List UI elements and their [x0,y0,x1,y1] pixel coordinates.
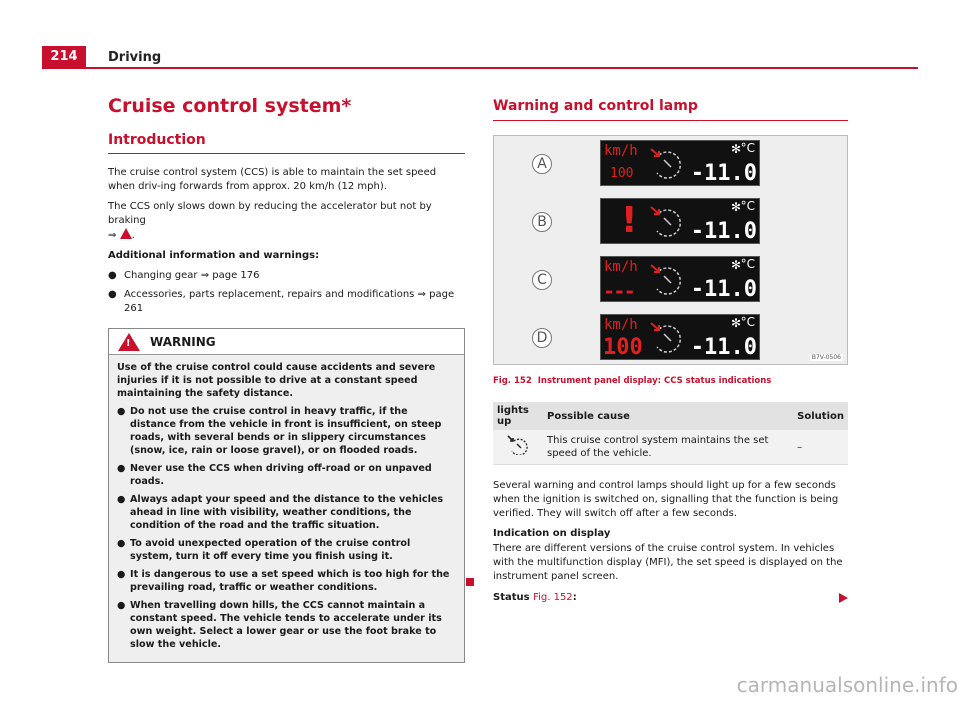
display-label-b: B [532,212,552,232]
temperature-value: -11.0 [690,219,757,244]
lcd-display-d [600,314,760,360]
exclamation-icon: ! [621,200,638,241]
temperature-value: -11.0 [690,277,757,302]
bullet-icon: ● [108,270,117,281]
column-header: lights up [493,402,543,430]
page-number: 214 [42,46,86,68]
bullet-icon: ● [117,406,126,417]
bullet-icon: ● [108,289,117,300]
warning-item-text: To avoid unexpected operation of the cruise control system, turn it off every time you finish using it. [130,538,411,562]
ref-arrow: ⇒ [108,230,117,241]
continue-arrow-icon [839,593,848,603]
warning-item-text: Always adapt your speed and the distance to the vehicles ahead in line with visibility, weather conditions, the condition of the road and the traffic situation. [130,494,444,531]
indication-heading: Indication on display [493,528,611,539]
table-cell: – [793,430,848,465]
display-label-a: A [532,154,552,174]
snowflake-icon: ✻ [731,316,742,330]
cruise-control-icon [649,205,689,239]
warning-header [109,329,464,355]
figure-caption [493,376,848,386]
warning-item-text: Never use the CCS when driving off-road or on unpaved roads. [130,463,432,487]
braking-text: The CCS only slows down by reducing the accelerator but not by braking [108,201,432,226]
section-title-introduction: Introduction [108,132,465,154]
warning-box [108,328,465,663]
warning-triangle-icon[interactable] [120,228,132,239]
figure-caption-text: Instrument panel display: CCS status indications [537,376,772,386]
lcd-display-c [600,256,760,302]
warning-item [117,599,456,651]
warning-item [117,405,456,457]
instrument-display-figure [493,135,848,365]
header-rule [42,67,918,69]
status-label: Status [493,592,530,603]
list-item[interactable] [108,269,465,283]
warning-triangle-icon: ! [118,333,140,351]
temp-unit: °C [740,315,755,329]
cruise-control-icon [649,147,689,181]
kmh-label: km/h [604,317,638,333]
table-row [493,430,848,465]
header-title: Driving [108,50,162,65]
section-end-marker [466,578,474,586]
kmh-label: km/h [604,259,638,275]
set-speed-small: 100 [610,166,634,181]
table-cell: This cruise control system maintains the set speed of the vehicle. [543,430,793,465]
lcd-display-b [600,198,760,244]
warning-label: WARNING [150,334,216,349]
snowflake-icon: ✻ [731,142,742,156]
cruise-control-icon [649,263,689,297]
status-colon: : [572,592,577,603]
bullet-text: Changing gear ⇒ page 176 [124,270,260,281]
figure-code: B7V-0506 [811,354,841,361]
warning-item-text: Do not use the cruise control in heavy traffic, if the distance from the vehicle in front is insufficient, on steep roads, with several bends or in slippery circumstances (snow, ice, rain or loose gravel), or on flooded roads. [130,406,442,456]
warning-item [117,537,456,563]
display-paragraph: There are different versions of the cruise control system. In vehicles with the multifunction display (MFI), the set speed is displayed on the instrument panel screen. [493,543,843,582]
warning-item-text: It is dangerous to use a set speed which is too high for the prevailing road, traffic or weather conditions. [130,569,450,593]
column-header: Solution [793,402,848,430]
snowflake-icon: ✻ [731,200,742,214]
braking-paragraph: The CCS only slows down by reducing the accelerator but not by braking ⇒ . [108,201,432,241]
bullet-icon: ● [117,463,126,474]
warning-item [117,493,456,532]
speed-dashes: --- [605,279,636,303]
warning-item-text: When travelling down hills, the CCS cannot maintain a constant speed. The vehicle tends to accelerate under its own weight. Select a lower gear or use the foot brake to slow the vehicle. [130,600,442,650]
bullet-icon: ● [117,538,126,549]
column-header: Possible cause [543,402,793,430]
figure-ref-link[interactable]: Fig. 152 [533,592,573,603]
temp-unit: °C [740,199,755,213]
intro-paragraph: The cruise control system (CCS) is able to maintain the set speed when driv-ing forwards from approx. 20 km/h (12 mph). [108,167,437,192]
temp-unit: °C [740,141,755,155]
display-label-c: C [532,270,552,290]
left-column [108,95,465,663]
warning-item [117,568,456,594]
table-cell-icon [493,430,543,465]
set-speed-large: 100 [603,335,643,360]
bullet-icon: ● [117,600,126,611]
watermark: carmanualsonline.info [736,673,958,697]
section-title-warning-lamp: Warning and control lamp [493,98,848,121]
warning-item [117,462,456,488]
right-column [493,98,848,603]
cruise-control-icon [507,435,529,455]
warning-intro: Use of the cruise control could cause accidents and severe injuries if it is not possible to drive at a constant speed maintaining the safety distance. [117,362,436,399]
table-header-row [493,402,848,430]
additional-info-label: Additional information and warnings: [108,250,320,261]
figure-number: Fig. 152 [493,376,532,386]
lamps-paragraph: Several warning and control lamps should light up for a few seconds when the ignition is switched on, signalling that the function is being verified. They will switch off after a few seconds. [493,480,839,519]
kmh-label: km/h [604,143,638,159]
temperature-value: -11.0 [690,335,757,360]
status-line [493,592,848,603]
snowflake-icon: ✻ [731,258,742,272]
temperature-value: -11.0 [690,161,757,186]
list-item[interactable] [108,288,465,316]
temp-unit: °C [740,257,755,271]
warning-body [109,355,464,662]
lcd-display-a [600,140,760,186]
chapter-title: Cruise control system* [108,95,352,117]
status-table [493,402,848,465]
display-label-d: D [532,328,552,348]
bullet-icon: ● [117,494,126,505]
bullet-icon: ● [117,569,126,580]
cruise-control-icon [649,321,689,355]
bullet-text: Accessories, parts replacement, repairs and modifications ⇒ page 261 [124,289,455,314]
